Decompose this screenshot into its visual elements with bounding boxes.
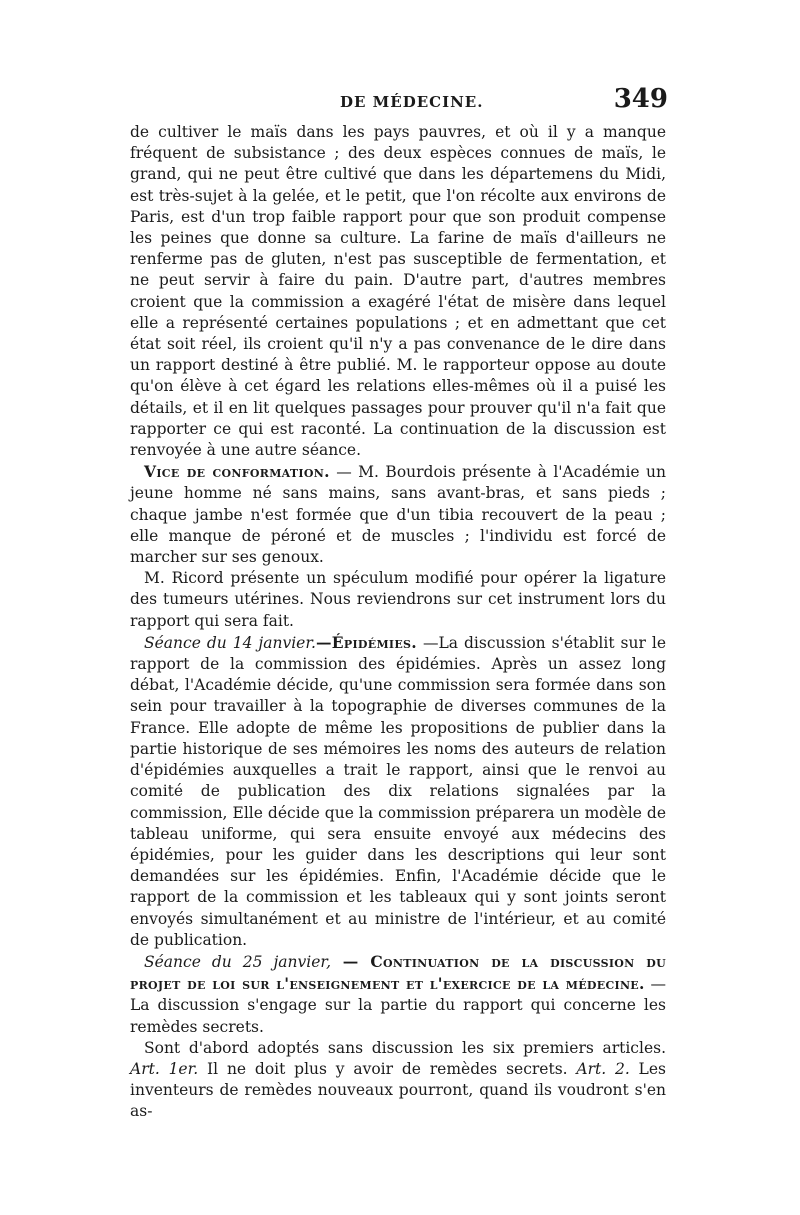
- paragraph-speculum: M. Ricord présente un spéculum modifié pour opérer la ligature des tumeurs utérines. Nous reviendrons sur cet instrument lors du rapport qui sera fait.: [130, 569, 666, 630]
- paragraph-malformation: [130, 461, 666, 568]
- paragraph-epidemics-text: —La discussion s'établit sur le rapport de la commission des épidémies. Après un assez long débat, l'Académie décide, qu'une commission sera formée dans son sein pour travailler à la topographie de diverses communes de la France. Elle adopte de même les propositions de publier dans la partie historique de ses mémoires les noms des auteurs de relation d'épidémies auxquelles a trait le rapport, ainsi que le renvoi au comité de publication des dix relations signalées par la commission, Elle décide que la commission préparera un modèle de tableau uniforme, qui sera ensuite envoyé aux médecins des épidémies, pour les guider dans les descriptions qui leur sont demandées sur les épidémies. Enfin, l'Académie décide que le rapport de la commission et les tableaux qui y sont joints seront envoyés simultanément et au ministre de l'intérieur, et au comité de publication.: [130, 633, 667, 949]
- section-heading-epidemics: —Épidémies.: [315, 632, 417, 652]
- running-head: DE MÉDECINE.: [340, 93, 484, 111]
- paragraph-law-project-text: — La discussion s'engage sur la partie du rapport qui concerne les remèdes secrets.: [130, 975, 666, 1036]
- session-date-14-january: Séance du 14 janvier.: [144, 633, 316, 652]
- page-header: [128, 84, 668, 120]
- page-body: [130, 122, 666, 1123]
- page-number: 349: [613, 84, 668, 114]
- paragraph-law-project: [130, 951, 666, 1038]
- paragraph-articles: [130, 1038, 666, 1123]
- section-heading-malformation: Vice de conformation.: [144, 462, 330, 482]
- article-1-label: Art. 1er.: [130, 1059, 199, 1078]
- paragraph-articles-intro: Sont d'abord adoptés sans discussion les six premiers articles.: [144, 1038, 666, 1057]
- paragraph-maize-discussion: de cultiver le maïs dans les pays pauvres, et où il y a manque fréquent de subsistance ; des deux espèces connues de maïs, le grand, qui ne peut être cultivé que dans les départemens du Midi, est très-sujet à la gelée, et le petit, que l'on récolte aux environs de Paris, est d'un trop faible rapport pour que son produit compense les peines que donne sa culture. La farine de maïs d'ailleurs ne renferme pas de gluten, n'est pas susceptible de fermentation, et ne peut servir à faire du pain. D'autre part, d'autres membres croient que la commission a exagéré l'état de misère dans lequel elle a représenté certaines populations ; et en admettant que cet état soit réel, ils croient qu'il n'y a pas convenance de le dire dans un rapport destiné à être publié. M. le rapporteur oppose au doute qu'on élève à cet égard les relations elles-mêmes où il a puisé les détails, et il en lit quelques passages pour prouver qu'il n'a fait que rapporter ce qui est raconté. La continuation de la discussion est renvoyée à une autre séance.: [130, 123, 666, 460]
- paragraph-malformation-text: — M. Bourdois présente à l'Académie un jeune homme né sans mains, sans avant-bras, et sans pieds ; chaque jambe n'est formée que d'un tibia recouvert de la peau ; elle manque de péroné et de muscles ; l'individu est forcé de marcher sur ses genoux.: [130, 463, 666, 567]
- session-date-25-january: Séance du 25 janvier,: [144, 952, 332, 971]
- paragraph-epidemics: [130, 632, 666, 951]
- article-1-text: Il ne doit plus y avoir de remèdes secrets.: [198, 1059, 568, 1078]
- article-2-label: Art. 2.: [576, 1059, 630, 1078]
- section-heading-law-project: — Continuation de la discussion du projet de loi sur l'enseignement et l'exercice de la médecine.: [130, 951, 666, 994]
- article-2-text: Les inventeurs de remèdes nouveaux pourront, quand ils voudront s'en as-: [130, 1059, 666, 1121]
